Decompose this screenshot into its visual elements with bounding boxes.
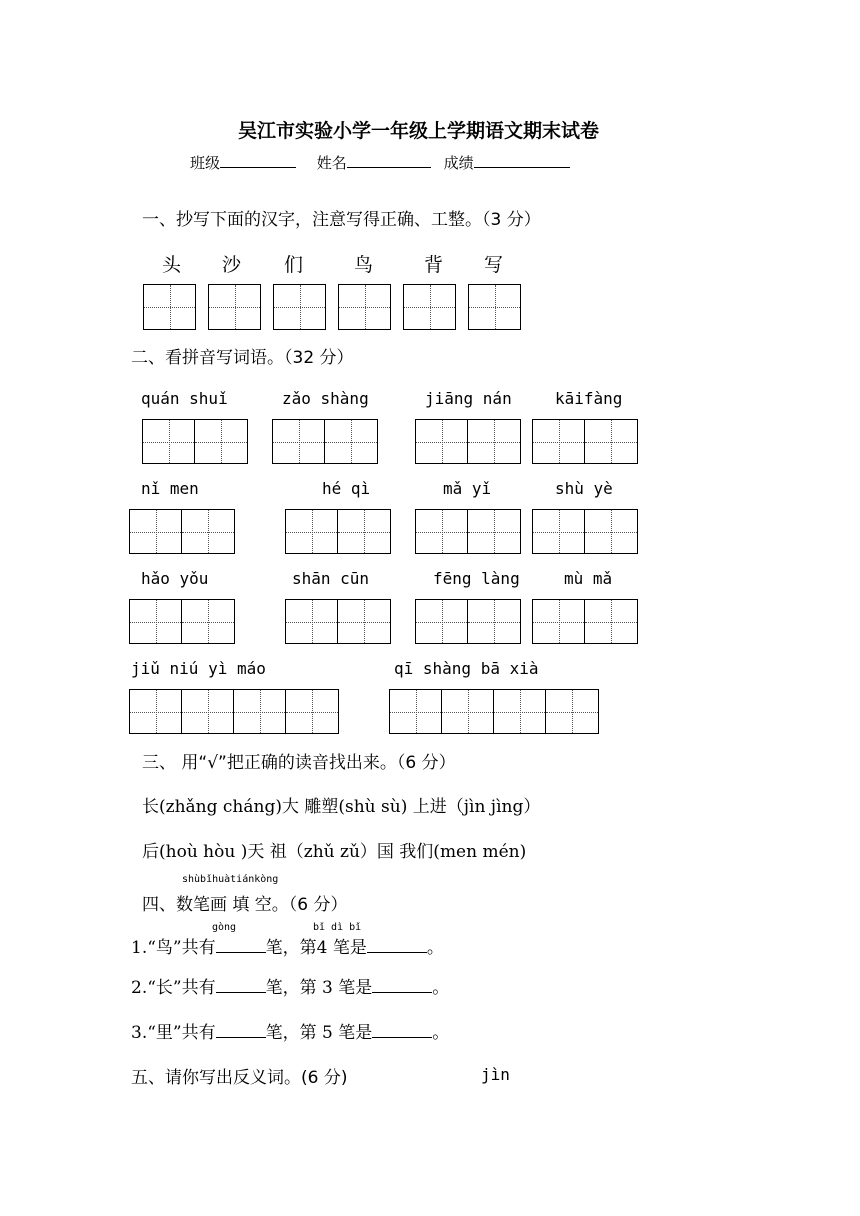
writing-box-1[interactable] bbox=[143, 284, 196, 330]
section1-heading: 一、抄写下面的汉字，注意写得正确、工整。（3 分） bbox=[142, 210, 541, 230]
question-2-blank-stroke[interactable] bbox=[372, 992, 432, 993]
question-2-end: 。 bbox=[432, 978, 450, 998]
pinyin-1-1: quán shuǐ bbox=[141, 389, 228, 408]
pinyin-1-4: kāifàng bbox=[555, 389, 623, 408]
question-2 bbox=[131, 973, 449, 998]
writing-box-3[interactable] bbox=[273, 284, 326, 330]
char-2: 沙 bbox=[222, 254, 242, 276]
answer-box-3-4[interactable] bbox=[532, 599, 638, 644]
ruby-gong: gòng bbox=[212, 922, 237, 933]
section2-heading: 二、看拼音写词语。（32 分） bbox=[131, 348, 354, 368]
section5-pinyin: jìn bbox=[481, 1065, 510, 1084]
char-5: 背 bbox=[424, 254, 444, 276]
answer-box-2-1[interactable] bbox=[129, 509, 235, 554]
pinyin-2-2: hé qì bbox=[322, 479, 371, 498]
pinyin-1-2: zǎo shàng bbox=[282, 389, 369, 408]
question-2-mid: 笔，第 3 笔是 bbox=[265, 978, 373, 998]
section5-heading: 五、请你写出反义词。(6 分) bbox=[131, 1068, 348, 1088]
student-info-line bbox=[190, 152, 570, 173]
pinyin-4-1: jiǔ niú yì máo bbox=[131, 659, 266, 678]
answer-box-1-2[interactable] bbox=[272, 419, 378, 464]
pinyin-1-3: jiāng nán bbox=[425, 389, 512, 408]
class-label: 班级 bbox=[190, 154, 221, 172]
char-3: 们 bbox=[284, 254, 304, 276]
answer-box-4-2[interactable] bbox=[389, 689, 599, 734]
question-3 bbox=[131, 1018, 449, 1043]
pinyin-2-3: mǎ yǐ bbox=[443, 479, 492, 498]
question-3-blank-stroke[interactable] bbox=[372, 1037, 432, 1038]
question-3-prefix: 3.“里”共有 bbox=[131, 1023, 216, 1043]
answer-box-1-1[interactable] bbox=[142, 419, 248, 464]
question-3-mid: 笔，第 5 笔是 bbox=[265, 1023, 373, 1043]
writing-box-5[interactable] bbox=[403, 284, 456, 330]
pinyin-3-3: fēng làng bbox=[433, 569, 520, 588]
section4-ruby: shùbǐhuàtiánkòng bbox=[182, 874, 279, 885]
name-label: 姓名 bbox=[316, 154, 347, 172]
page-title: 吴江市实验小学一年级上学期语文期末试卷 bbox=[238, 120, 600, 142]
char-4: 鸟 bbox=[354, 254, 374, 276]
pinyin-4-2: qī shàng bā xià bbox=[394, 659, 539, 678]
answer-box-2-3[interactable] bbox=[415, 509, 521, 554]
answer-box-1-3[interactable] bbox=[415, 419, 521, 464]
name-blank[interactable] bbox=[347, 167, 431, 168]
answer-box-2-4[interactable] bbox=[532, 509, 638, 554]
question-1-blank-count[interactable] bbox=[216, 952, 266, 953]
question-1-mid: 笔，第4 笔是 bbox=[265, 938, 367, 958]
section4-heading: 四、数笔画 填 空。（6 分） bbox=[142, 895, 348, 915]
question-1-blank-stroke[interactable] bbox=[367, 952, 427, 953]
char-1: 头 bbox=[162, 254, 182, 276]
question-1-prefix: 1.“鸟”共有 bbox=[131, 938, 216, 958]
answer-box-4-1[interactable] bbox=[129, 689, 339, 734]
section3-line-2: 后(hoù hòu )天 祖（zhǔ zǔ）国 我们(men mén) bbox=[142, 842, 527, 862]
answer-box-3-1[interactable] bbox=[129, 599, 235, 644]
writing-box-6[interactable] bbox=[468, 284, 521, 330]
question-1 bbox=[131, 933, 444, 958]
writing-box-4[interactable] bbox=[338, 284, 391, 330]
writing-box-2[interactable] bbox=[208, 284, 261, 330]
question-3-end: 。 bbox=[432, 1023, 450, 1043]
class-blank[interactable] bbox=[220, 167, 296, 168]
section3-heading: 三、 用“√”把正确的读音找出来。（6 分） bbox=[142, 753, 456, 773]
answer-box-1-4[interactable] bbox=[532, 419, 638, 464]
pinyin-3-1: hǎo yǒu bbox=[141, 569, 209, 588]
ruby-bi-di-bi: bǐ dì bǐ bbox=[313, 922, 362, 933]
answer-box-3-3[interactable] bbox=[415, 599, 521, 644]
answer-box-2-2[interactable] bbox=[285, 509, 391, 554]
question-1-end: 。 bbox=[426, 938, 444, 958]
section3-line-1: 长(zhǎng cháng)大 雕塑(shù sù) 上进（jìn jìng） bbox=[142, 797, 541, 817]
pinyin-3-2: shān cūn bbox=[292, 569, 370, 588]
question-2-blank-count[interactable] bbox=[216, 992, 266, 993]
pinyin-2-1: nǐ men bbox=[141, 479, 199, 498]
question-3-blank-count[interactable] bbox=[216, 1037, 266, 1038]
question-2-prefix: 2.“长”共有 bbox=[131, 978, 216, 998]
char-6: 写 bbox=[484, 254, 504, 276]
score-blank[interactable] bbox=[474, 167, 570, 168]
answer-box-3-2[interactable] bbox=[285, 599, 391, 644]
pinyin-2-4: shù yè bbox=[555, 479, 613, 498]
pinyin-3-4: mù mǎ bbox=[564, 569, 613, 588]
score-label: 成绩 bbox=[443, 154, 474, 172]
